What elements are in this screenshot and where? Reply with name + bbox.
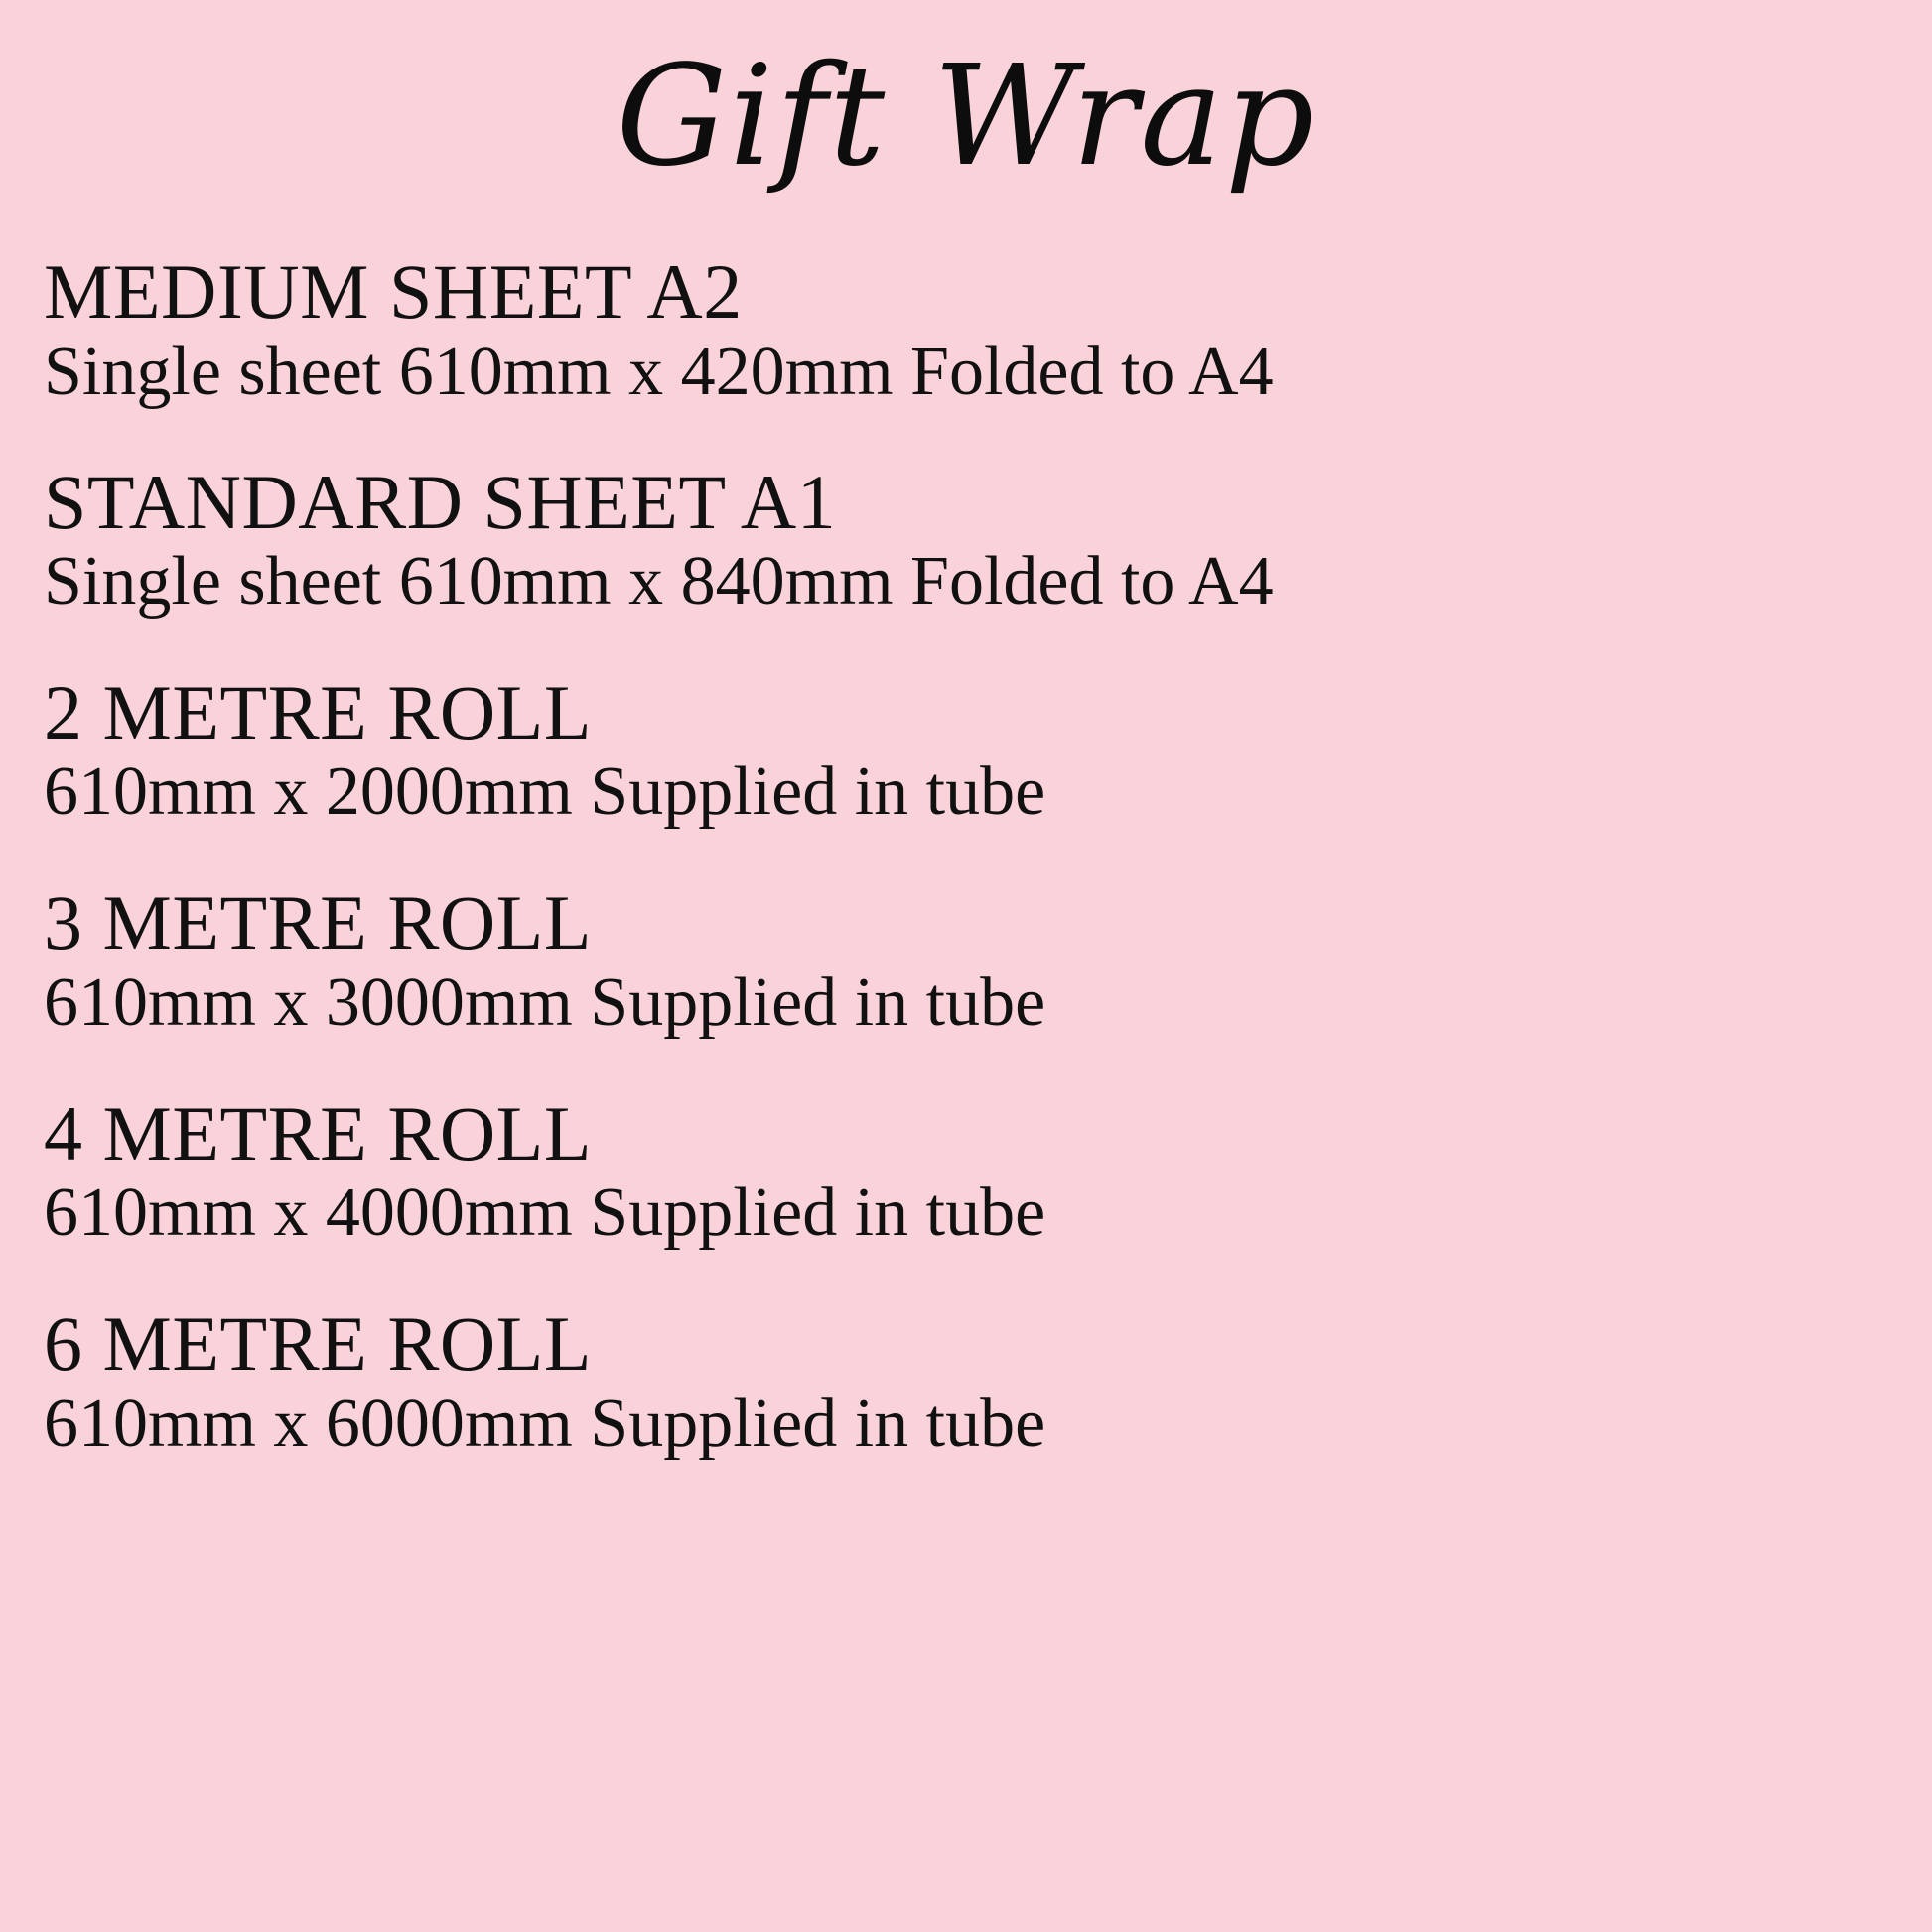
product-size-list [0,248,1932,1463]
product-description: 610mm x 3000mm Supplied in tube [44,964,1046,1041]
list-item [44,668,1892,832]
product-description: 610mm x 4000mm Supplied in tube [44,1174,1046,1252]
product-heading: 3 METRE ROLL [44,879,592,966]
product-heading: 2 METRE ROLL [44,668,592,756]
product-description: 610mm x 2000mm Supplied in tube [44,754,1046,831]
product-heading: STANDARD SHEET A1 [44,458,837,545]
product-heading: MEDIUM SHEET A2 [44,248,743,335]
list-item [44,248,1892,411]
list-item [44,879,1892,1042]
product-description: Single sheet 610mm x 420mm Folded to A4 [44,333,1274,410]
page-title: Gift Wrap [616,36,1316,198]
product-description: Single sheet 610mm x 840mm Folded to A4 [44,543,1274,621]
list-item [44,458,1892,621]
product-description: 610mm x 6000mm Supplied in tube [44,1385,1046,1462]
product-heading: 6 METRE ROLL [44,1300,592,1387]
product-heading: 4 METRE ROLL [44,1089,592,1176]
list-item [44,1089,1892,1253]
list-item [44,1300,1892,1463]
